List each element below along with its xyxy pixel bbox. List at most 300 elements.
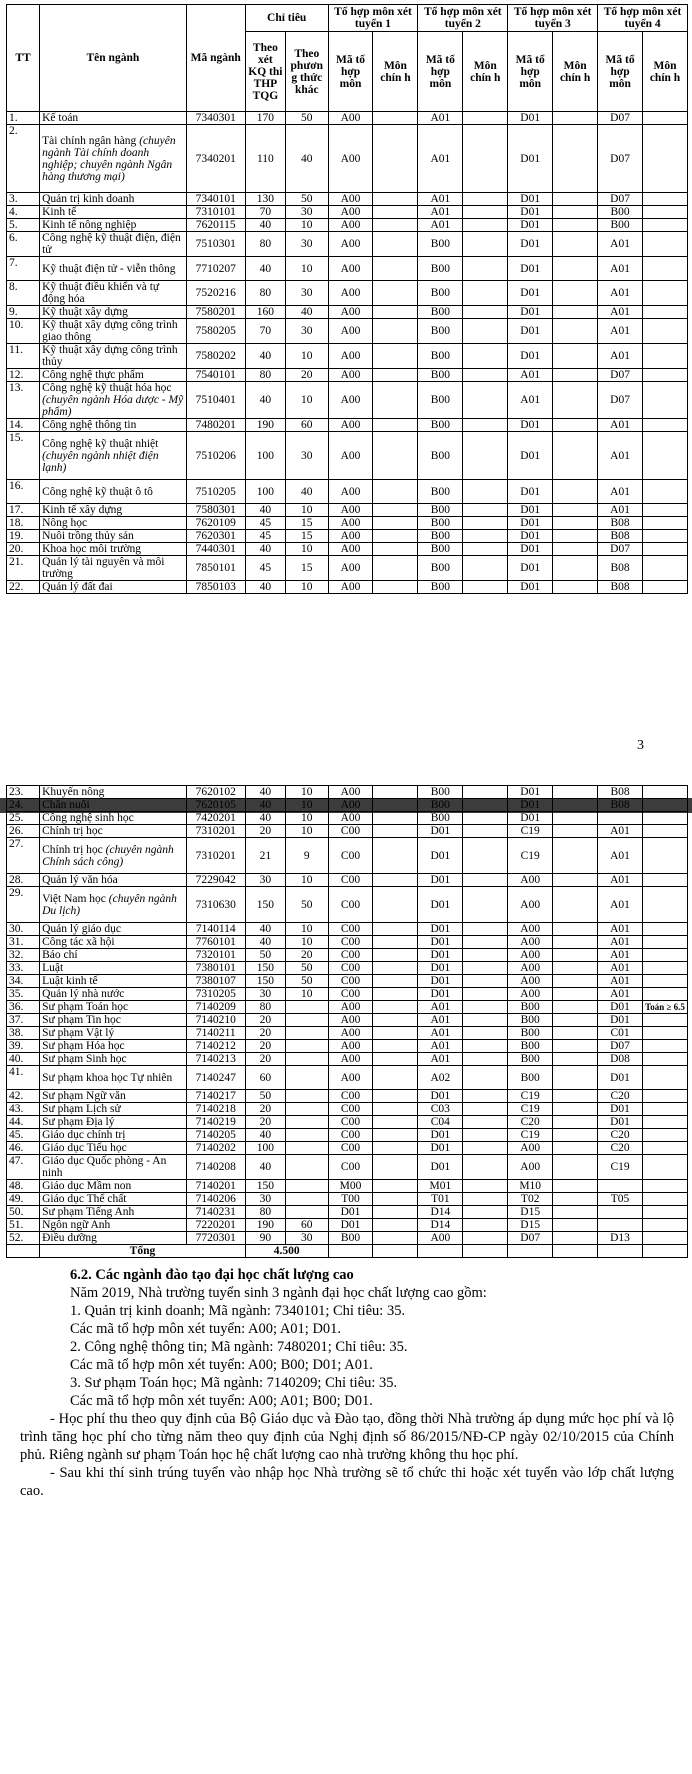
combo-2-code: B00 — [418, 799, 463, 812]
combo-3-main — [553, 1232, 598, 1245]
quota-other — [285, 1116, 328, 1129]
quota-exam: 40 — [245, 923, 285, 936]
combo-3-code: C19 — [508, 825, 553, 838]
quota-other — [285, 1193, 328, 1206]
combo-2-main — [463, 530, 508, 543]
quota-other — [285, 1027, 328, 1040]
combo-2-code: A00 — [418, 1232, 463, 1245]
program-name — [40, 1116, 187, 1129]
program-code: 7380107 — [186, 975, 245, 988]
combo-2-code: D01 — [418, 949, 463, 962]
combo-3-code: A00 — [508, 962, 553, 975]
combo-2-code: D01 — [418, 988, 463, 1001]
combo-2-main — [463, 382, 508, 419]
quota-other: 30 — [285, 432, 328, 480]
program-name — [40, 1040, 187, 1053]
table-row — [7, 975, 688, 988]
row-number: 1. — [7, 112, 40, 125]
row-number: 6. — [7, 232, 40, 257]
row-number: 46. — [7, 1142, 40, 1155]
combo-4-main — [643, 112, 688, 125]
program-name-text: Quản lý nhà nước — [42, 988, 125, 1000]
program-name-text: Chính trị học — [42, 825, 103, 837]
quota-other: 40 — [285, 306, 328, 319]
quota-exam: 70 — [245, 206, 285, 219]
combo-3-code: B00 — [508, 1014, 553, 1027]
program-name — [40, 432, 187, 480]
program-name-text: Chăn nuôi — [42, 799, 90, 811]
combo-4-main — [643, 1193, 688, 1206]
combo-4-code: B08 — [598, 556, 643, 581]
program-code: 7140208 — [186, 1155, 245, 1180]
total-empty — [328, 1245, 373, 1258]
program-2-codes: Các mã tổ hợp môn xét tuyển: A00; B00; D01; A01. — [70, 1357, 373, 1373]
combo-1-code: A00 — [328, 369, 373, 382]
combo-2-code: B00 — [418, 786, 463, 799]
program-code: 7620301 — [186, 530, 245, 543]
combo-4-main — [643, 543, 688, 556]
program-code: 7440301 — [186, 543, 245, 556]
quota-exam: 160 — [245, 306, 285, 319]
program-name — [40, 799, 187, 812]
combo-2-code: B00 — [418, 257, 463, 281]
combo-4-code: D01 — [598, 1066, 643, 1090]
table-row — [7, 962, 688, 975]
program-name-text: Quản lý giáo dục — [42, 923, 121, 935]
header-chi-tieu: Chỉ tiêu — [245, 5, 328, 32]
combo-4-code: D07 — [598, 1040, 643, 1053]
program-name-text: Luật — [42, 962, 64, 974]
combo-4-main — [643, 975, 688, 988]
program-code: 7310630 — [186, 887, 245, 923]
table-row — [7, 936, 688, 949]
combo-1-code: C00 — [328, 838, 373, 874]
combo-4-main — [643, 480, 688, 504]
quota-other: 20 — [285, 369, 328, 382]
table-row — [7, 206, 688, 219]
total-empty — [373, 1245, 418, 1258]
program-name — [40, 1232, 187, 1245]
quota-other — [285, 1155, 328, 1180]
quota-other: 10 — [285, 581, 328, 594]
program-name — [40, 419, 187, 432]
combo-4-main — [643, 517, 688, 530]
combo-3-code: D15 — [508, 1206, 553, 1219]
program-code: 7140202 — [186, 1142, 245, 1155]
program-name — [40, 1129, 187, 1142]
program-name-text: Sư phạm Vật lý — [42, 1027, 115, 1039]
combo-2-main — [463, 232, 508, 257]
program-name-text: Quản lý đất đai — [42, 581, 113, 593]
combo-1-code: C00 — [328, 923, 373, 936]
program-name-text: Kỹ thuật xây dựng công trình giao thông — [42, 319, 178, 343]
total-label: Tổng — [40, 1245, 246, 1258]
program-code: 7520216 — [186, 281, 245, 306]
combo-1-main — [373, 319, 418, 344]
combo-2-main — [463, 1142, 508, 1155]
table-row — [7, 306, 688, 319]
quota-exam: 30 — [245, 874, 285, 887]
table-row — [7, 1103, 688, 1116]
combo-1-main — [373, 369, 418, 382]
program-name-text: Công nghệ kỹ thuật hóa học — [42, 382, 172, 394]
program-name — [40, 543, 187, 556]
program-name — [40, 319, 187, 344]
program-name-text: Khoa học môi trường — [42, 543, 141, 555]
combo-2-code: D01 — [418, 887, 463, 923]
program-name — [40, 962, 187, 975]
row-number: 17. — [7, 504, 40, 517]
combo-1-main — [373, 232, 418, 257]
quota-other — [285, 1090, 328, 1103]
combo-1-code: A00 — [328, 193, 373, 206]
row-number: 29. — [7, 887, 40, 923]
table-row — [7, 581, 688, 594]
combo-4-code: D07 — [598, 369, 643, 382]
quota-exam: 70 — [245, 319, 285, 344]
combo-2-code: D01 — [418, 1090, 463, 1103]
row-number: 28. — [7, 874, 40, 887]
header-theo-xet: Theo xét KQ thi THP TQG — [245, 32, 285, 112]
combo-1-code: C00 — [328, 874, 373, 887]
program-name — [40, 1219, 187, 1232]
table-row — [7, 125, 688, 193]
combo-4-main — [643, 319, 688, 344]
quota-other: 10 — [285, 825, 328, 838]
table-row — [7, 887, 688, 923]
combo-2-main — [463, 962, 508, 975]
header-ma-nganh: Mã ngành — [186, 5, 245, 112]
combo-1-code: A00 — [328, 281, 373, 306]
combo-3-main — [553, 306, 598, 319]
combo-3-main — [553, 432, 598, 480]
combo-1-main — [373, 962, 418, 975]
combo-1-code: D01 — [328, 1219, 373, 1232]
combo-1-code: A00 — [328, 1014, 373, 1027]
program-code: 7760101 — [186, 936, 245, 949]
program-name-text: Sư phạm Sinh học — [42, 1053, 127, 1065]
combo-1-main — [373, 923, 418, 936]
program-specialization: (chuyên ngành Tài chính doanh nghiệp; chuyên ngành Ngân hàng thương mại) — [42, 134, 176, 183]
program-name-text: Kế toán — [42, 112, 79, 124]
row-number: 4. — [7, 206, 40, 219]
combo-3-code: D01 — [508, 786, 553, 799]
combo-4-code: B08 — [598, 530, 643, 543]
program-code: 7580201 — [186, 306, 245, 319]
program-code: 7140201 — [186, 1180, 245, 1193]
combo-3-main — [553, 949, 598, 962]
program-name — [40, 232, 187, 257]
combo-2-main — [463, 825, 508, 838]
combo-4-main — [643, 1142, 688, 1155]
combo-4-main — [643, 1014, 688, 1027]
combo-4-code — [598, 812, 643, 825]
program-code: 7140247 — [186, 1066, 245, 1090]
combo-4-main — [643, 1040, 688, 1053]
combo-2-main — [463, 1219, 508, 1232]
combo-3-main — [553, 480, 598, 504]
combo-3-code: A00 — [508, 887, 553, 923]
program-name-text: Kỹ thuật điện tử - viễn thông — [42, 262, 176, 275]
header-ma-to-hop: Mã tổ hợp môn — [598, 32, 643, 112]
combo-1-code: A00 — [328, 382, 373, 419]
program-name-text: Giáo dục Mầm non — [42, 1180, 132, 1192]
combo-4-code: B08 — [598, 799, 643, 812]
combo-1-main — [373, 112, 418, 125]
combo-4-main — [643, 1206, 688, 1219]
program-name-text: Giáo dục Quốc phòng - An ninh — [42, 1155, 167, 1179]
program-name — [40, 975, 187, 988]
row-number: 36. — [7, 1001, 40, 1014]
combo-2-code: A01 — [418, 219, 463, 232]
section-heading: 6.2. Các ngành đào tạo đại học chất lượng cao — [70, 1267, 354, 1283]
combo-4-code: C01 — [598, 1027, 643, 1040]
combo-1-main — [373, 1040, 418, 1053]
quota-other: 10 — [285, 382, 328, 419]
table-row — [7, 219, 688, 232]
combo-4-main — [643, 825, 688, 838]
combo-4-code: A01 — [598, 923, 643, 936]
combo-2-code: B00 — [418, 306, 463, 319]
combo-2-main — [463, 1014, 508, 1027]
combo-2-code: D01 — [418, 838, 463, 874]
quota-exam: 80 — [245, 1206, 285, 1219]
combo-3-main — [553, 874, 598, 887]
combo-2-code: D01 — [418, 1155, 463, 1180]
combo-2-main — [463, 1090, 508, 1103]
program-name-text: Tài chính ngân hàng — [42, 134, 137, 147]
combo-1-main — [373, 581, 418, 594]
combo-3-code: B00 — [508, 1053, 553, 1066]
combo-3-main — [553, 369, 598, 382]
combo-1-main — [373, 812, 418, 825]
combo-2-main — [463, 125, 508, 193]
program-code: 7310201 — [186, 825, 245, 838]
combo-3-code: D01 — [508, 193, 553, 206]
program-name — [40, 504, 187, 517]
combo-3-main — [553, 786, 598, 799]
program-name — [40, 988, 187, 1001]
row-number: 19. — [7, 530, 40, 543]
combo-2-code: B00 — [418, 369, 463, 382]
program-name — [40, 369, 187, 382]
program-name — [40, 874, 187, 887]
program-name-text: Nông học — [42, 517, 88, 529]
combo-1-main — [373, 1193, 418, 1206]
quota-other: 9 — [285, 838, 328, 874]
combo-3-code: A01 — [508, 369, 553, 382]
program-name — [40, 812, 187, 825]
combo-1-main — [373, 1001, 418, 1014]
combo-1-main — [373, 1155, 418, 1180]
combo-2-code: B00 — [418, 812, 463, 825]
combo-4-code: A01 — [598, 419, 643, 432]
combo-2-code: B00 — [418, 556, 463, 581]
combo-4-main — [643, 1090, 688, 1103]
combo-2-main — [463, 1232, 508, 1245]
table-row — [7, 874, 688, 887]
combo-1-code: C00 — [328, 988, 373, 1001]
combo-4-main — [643, 1180, 688, 1193]
combo-2-main — [463, 786, 508, 799]
table-row — [7, 1040, 688, 1053]
combo-3-code: D01 — [508, 432, 553, 480]
combo-1-code: A00 — [328, 112, 373, 125]
program-name — [40, 949, 187, 962]
program-name-text: Công tác xã hội — [42, 936, 115, 948]
combo-2-main — [463, 1066, 508, 1090]
combo-3-code: C20 — [508, 1116, 553, 1129]
combo-3-code: B00 — [508, 1001, 553, 1014]
combo-3-code: D01 — [508, 799, 553, 812]
combo-3-code: D15 — [508, 1219, 553, 1232]
combo-4-code: A01 — [598, 936, 643, 949]
combo-4-main — [643, 369, 688, 382]
combo-4-code: A01 — [598, 874, 643, 887]
quota-other: 40 — [285, 125, 328, 193]
row-number: 34. — [7, 975, 40, 988]
combo-2-main — [463, 344, 508, 369]
combo-4-code — [598, 1206, 643, 1219]
total-empty — [7, 1245, 40, 1258]
combo-4-code: C20 — [598, 1129, 643, 1142]
combo-1-main — [373, 543, 418, 556]
row-number: 10. — [7, 319, 40, 344]
header-mon-chinh: Môn chín h — [643, 32, 688, 112]
combo-2-main — [463, 923, 508, 936]
combo-1-main — [373, 257, 418, 281]
quota-other — [285, 1129, 328, 1142]
table-row — [7, 112, 688, 125]
combo-4-main — [643, 1103, 688, 1116]
combo-4-main — [643, 949, 688, 962]
combo-2-code: D01 — [418, 923, 463, 936]
combo-4-main — [643, 382, 688, 419]
program-code: 7310101 — [186, 206, 245, 219]
row-number: 48. — [7, 1180, 40, 1193]
combo-3-code: C19 — [508, 1090, 553, 1103]
program-name-text: Kinh tế xây dựng — [42, 504, 123, 516]
combo-1-code: A00 — [328, 786, 373, 799]
quota-exam: 40 — [245, 581, 285, 594]
program-name-text: Sư phạm Tiếng Anh — [42, 1206, 135, 1218]
combo-4-main — [643, 936, 688, 949]
combo-4-code: A01 — [598, 257, 643, 281]
row-number: 5. — [7, 219, 40, 232]
program-code: 7140231 — [186, 1206, 245, 1219]
program-name — [40, 382, 187, 419]
program-code: 7510301 — [186, 232, 245, 257]
program-name-text: Quản lý tài nguyên và môi trường — [42, 556, 165, 580]
total-empty — [463, 1245, 508, 1258]
combo-4-code: A01 — [598, 306, 643, 319]
combo-2-code: B00 — [418, 382, 463, 419]
program-name-text: Công nghệ kỹ thuật ô tô — [42, 485, 153, 498]
program-code: 7850103 — [186, 581, 245, 594]
program-specialization: (chuyên ngành Chính sách công) — [42, 843, 174, 868]
quota-exam: 20 — [245, 1040, 285, 1053]
combo-1-main — [373, 1103, 418, 1116]
program-name — [40, 1193, 187, 1206]
quota-exam: 80 — [245, 232, 285, 257]
combo-4-main — [643, 232, 688, 257]
combo-2-code: A01 — [418, 125, 463, 193]
combo-4-main — [643, 281, 688, 306]
combo-2-main — [463, 1001, 508, 1014]
combo-4-main — [643, 344, 688, 369]
combo-2-main — [463, 306, 508, 319]
combo-1-main — [373, 1206, 418, 1219]
table-row — [7, 1001, 688, 1014]
combo-3-main — [553, 812, 598, 825]
combo-4-code: D07 — [598, 382, 643, 419]
combo-4-main — [643, 432, 688, 480]
table-row — [7, 382, 688, 419]
combo-3-main — [553, 1219, 598, 1232]
combo-3-main — [553, 257, 598, 281]
quota-exam: 80 — [245, 1001, 285, 1014]
table-row — [7, 281, 688, 306]
quota-exam: 90 — [245, 1232, 285, 1245]
combo-2-code: T01 — [418, 1193, 463, 1206]
program-name — [40, 1180, 187, 1193]
combo-2-main — [463, 369, 508, 382]
combo-1-main — [373, 219, 418, 232]
combo-2-main — [463, 517, 508, 530]
combo-4-main — [643, 812, 688, 825]
combo-3-code: D01 — [508, 281, 553, 306]
quota-other: 60 — [285, 419, 328, 432]
combo-1-code: A00 — [328, 206, 373, 219]
program-name — [40, 125, 187, 193]
quota-exam: 40 — [245, 936, 285, 949]
combo-3-code: D01 — [508, 112, 553, 125]
combo-2-code: D01 — [418, 1142, 463, 1155]
combo-1-code: A00 — [328, 1001, 373, 1014]
program-code: 7510205 — [186, 480, 245, 504]
combo-1-code: A00 — [328, 432, 373, 480]
total-empty — [643, 1245, 688, 1258]
program-name-text: Chính trị học — [42, 843, 103, 856]
combo-2-code: D01 — [418, 975, 463, 988]
program-name — [40, 838, 187, 874]
combo-2-code: D01 — [418, 962, 463, 975]
row-number: 31. — [7, 936, 40, 949]
combo-2-main — [463, 206, 508, 219]
combo-2-code: D01 — [418, 825, 463, 838]
combo-4-code: A01 — [598, 480, 643, 504]
program-name-text: Báo chí — [42, 949, 78, 961]
program-code: 7340301 — [186, 112, 245, 125]
combo-4-code: D07 — [598, 543, 643, 556]
combo-4-main — [643, 838, 688, 874]
combo-4-main — [643, 799, 688, 812]
quota-exam: 60 — [245, 1066, 285, 1090]
quota-exam: 20 — [245, 1116, 285, 1129]
admission-table-part-1 — [6, 4, 688, 594]
combo-1-main — [373, 344, 418, 369]
combo-3-main — [553, 962, 598, 975]
admission-table-part-2 — [6, 785, 688, 1258]
combo-2-code: A01 — [418, 1001, 463, 1014]
combo-1-code: A00 — [328, 812, 373, 825]
table-row — [7, 193, 688, 206]
combo-3-code: C19 — [508, 1103, 553, 1116]
combo-1-code: A00 — [328, 530, 373, 543]
page-number: 3 — [637, 738, 644, 753]
combo-1-code: D01 — [328, 1206, 373, 1219]
table-row — [7, 344, 688, 369]
